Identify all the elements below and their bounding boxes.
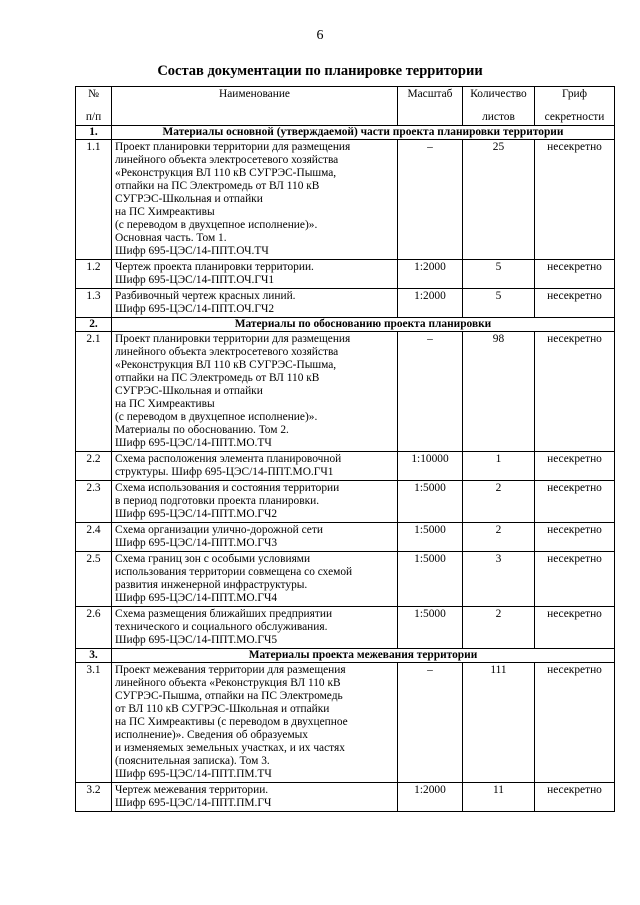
row-name-line: Чертеж межевания территории. — [115, 784, 269, 796]
row-name-line: отпайки на ПС Электромедь от ВЛ 110 кВ — [115, 180, 320, 192]
row-scale: 1:2000 — [398, 783, 463, 812]
section-number: 1. — [76, 126, 112, 140]
row-name — [112, 481, 398, 523]
row-name-line: Схема расположения элемента планировочной — [115, 453, 342, 465]
row-sheet-count: 98 — [463, 332, 535, 452]
row-name-line: СУГРЭС-Школьная и отпайки — [115, 193, 263, 205]
row-secrecy: несекретно — [535, 607, 615, 649]
row-sheet-count: 1 — [463, 452, 535, 481]
row-sheet-count: 2 — [463, 607, 535, 649]
row-secrecy: несекретно — [535, 481, 615, 523]
row-name — [112, 607, 398, 649]
row-name-line: технического и социального обслуживания. — [115, 621, 328, 633]
table-row — [76, 332, 615, 452]
row-scale: 1:5000 — [398, 523, 463, 552]
row-name-line: Шифр 695-ЦЭС/14-ППТ.МО.ГЧ4 — [115, 592, 278, 604]
document-title: Состав документации по планировке территории — [157, 63, 483, 79]
table-row — [76, 663, 615, 783]
row-name-line: Разбивочный чертеж красных линий. — [115, 290, 296, 302]
row-name-line: Основная часть. Том 1. — [115, 232, 227, 244]
row-sheet-count: 11 — [463, 783, 535, 812]
table-row — [76, 783, 615, 812]
row-name-line: СУГРЭС-Пышма, отпайки на ПС Электромедь — [115, 690, 343, 702]
row-name — [112, 452, 398, 481]
header-count-line1: Количество — [470, 88, 527, 100]
row-name-line: (с переводом в двухцепное исполнение)». — [115, 411, 318, 423]
table-row — [76, 140, 615, 260]
row-sheet-count: 2 — [463, 523, 535, 552]
row-name-line: Схема границ зон с особыми условиями — [115, 553, 311, 565]
row-name — [112, 289, 398, 318]
row-name-line: линейного объекта «Реконструкция ВЛ 110 кВ — [115, 677, 341, 689]
section-title: Материалы проекта межевания территории — [112, 649, 615, 663]
header-scale: Масштаб — [398, 87, 463, 126]
row-name-line: Шифр 695-ЦЭС/14-ППТ.МО.ГЧ3 — [115, 537, 278, 549]
row-name — [112, 663, 398, 783]
header-secret — [535, 87, 615, 126]
row-name-line: структуры. Шифр 695-ЦЭС/14-ППТ.МО.ГЧ1 — [115, 466, 334, 478]
row-scale: 1:2000 — [398, 289, 463, 318]
row-name-line: Проект планировки территории для размещения — [115, 141, 351, 153]
row-name-line: в период подготовки проекта планировки. — [115, 495, 320, 507]
header-secret-line1: Гриф — [561, 88, 588, 100]
row-secrecy: несекретно — [535, 663, 615, 783]
row-name-line: Чертеж проекта планировки территории. — [115, 261, 314, 273]
row-name-line: линейного объекта электросетевого хозяйства — [115, 154, 339, 166]
section-number: 2. — [76, 318, 112, 332]
row-name-line: Шифр 695-ЦЭС/14-ППТ.ПМ.ТЧ — [115, 768, 272, 780]
table-row — [76, 607, 615, 649]
row-secrecy: несекретно — [535, 552, 615, 607]
table-row — [76, 552, 615, 607]
row-name-line: «Реконструкция ВЛ 110 кВ СУГРЭС-Пышма, — [115, 167, 337, 179]
row-name — [112, 552, 398, 607]
row-name-line: использования территории совмещена со схемой — [115, 566, 353, 578]
row-name-line: на ПС Химреактивы (с переводом в двухцепное — [115, 716, 348, 728]
row-name-line: «Реконструкция ВЛ 110 кВ СУГРЭС-Пышма, — [115, 359, 337, 371]
row-name-line: Шифр 695-ЦЭС/14-ППТ.МО.ГЧ5 — [115, 634, 278, 646]
row-number: 2.1 — [76, 332, 112, 452]
row-sheet-count: 111 — [463, 663, 535, 783]
row-name-line: Шифр 695-ЦЭС/14-ППТ.ОЧ.ГЧ2 — [115, 303, 275, 315]
section-title: Материалы по обоснованию проекта планировки — [112, 318, 615, 332]
table-row — [76, 481, 615, 523]
header-count — [463, 87, 535, 126]
section-row — [76, 318, 615, 332]
row-sheet-count: 2 — [463, 481, 535, 523]
table-row — [76, 260, 615, 289]
row-name-line: Шифр 695-ЦЭС/14-ППТ.ОЧ.ГЧ1 — [115, 274, 275, 286]
row-number: 2.2 — [76, 452, 112, 481]
row-scale: – — [398, 663, 463, 783]
row-sheet-count: 3 — [463, 552, 535, 607]
row-number: 2.4 — [76, 523, 112, 552]
row-name-line: Схема размещения ближайших предприятии — [115, 608, 333, 620]
page-number: 6 — [316, 28, 324, 43]
row-name-line: Шифр 695-ЦЭС/14-ППТ.МО.ГЧ2 — [115, 508, 278, 520]
row-scale: 1:5000 — [398, 607, 463, 649]
row-name — [112, 140, 398, 260]
row-name-line: Шифр 695-ЦЭС/14-ППТ.МО.ТЧ — [115, 437, 272, 449]
table-row — [76, 523, 615, 552]
row-name-line: отпайки на ПС Электромедь от ВЛ 110 кВ — [115, 372, 320, 384]
table-header-row — [76, 87, 615, 126]
row-name-line: Схема организации улично-дорожной сети — [115, 524, 323, 536]
row-name-line: на ПС Химреактивы — [115, 206, 215, 218]
row-name-line: исполнение)». Сведения об образуемых — [115, 729, 309, 741]
row-scale: – — [398, 332, 463, 452]
row-name — [112, 260, 398, 289]
row-name-line: Материалы по обоснованию. Том 2. — [115, 424, 289, 436]
row-name-line: линейного объекта электросетевого хозяйства — [115, 346, 339, 358]
table-row — [76, 289, 615, 318]
row-number: 2.5 — [76, 552, 112, 607]
row-scale: 1:10000 — [398, 452, 463, 481]
row-number: 3.2 — [76, 783, 112, 812]
row-sheet-count: 5 — [463, 260, 535, 289]
row-secrecy: несекретно — [535, 332, 615, 452]
row-secrecy: несекретно — [535, 523, 615, 552]
row-name-line: и изменяемых земельных участках, и их частях — [115, 742, 345, 754]
header-secret-line2: секретности — [544, 111, 605, 123]
row-scale: 1:5000 — [398, 552, 463, 607]
row-name — [112, 523, 398, 552]
documentation-table — [75, 86, 615, 812]
row-scale: 1:2000 — [398, 260, 463, 289]
header-num — [76, 87, 112, 126]
header-count-line2: листов — [482, 111, 515, 123]
row-sheet-count: 25 — [463, 140, 535, 260]
row-name-line: Шифр 695-ЦЭС/14-ППТ.ОЧ.ТЧ — [115, 245, 269, 257]
row-number: 1.1 — [76, 140, 112, 260]
row-name-line: от ВЛ 110 кВ СУГРЭС-Школьная и отпайки — [115, 703, 330, 715]
section-row — [76, 649, 615, 663]
row-name-line: Проект межевания территории для размещения — [115, 664, 346, 676]
section-title: Материалы основной (утверждаемой) части проекта планировки территории — [112, 126, 615, 140]
row-name-line: Проект планировки территории для размещения — [115, 333, 351, 345]
row-secrecy: несекретно — [535, 783, 615, 812]
row-name — [112, 332, 398, 452]
row-scale: 1:5000 — [398, 481, 463, 523]
row-number: 2.6 — [76, 607, 112, 649]
row-scale: – — [398, 140, 463, 260]
row-name — [112, 783, 398, 812]
row-name-line: СУГРЭС-Школьная и отпайки — [115, 385, 263, 397]
row-sheet-count: 5 — [463, 289, 535, 318]
row-secrecy: несекретно — [535, 140, 615, 260]
row-name-line: на ПС Химреактивы — [115, 398, 215, 410]
row-secrecy: несекретно — [535, 452, 615, 481]
section-row — [76, 126, 615, 140]
row-name-line: Схема использования и состояния территории — [115, 482, 340, 494]
row-name-line: (пояснительная записка). Том 3. — [115, 755, 270, 767]
row-name-line: (с переводом в двухцепное исполнение)». — [115, 219, 318, 231]
row-number: 1.2 — [76, 260, 112, 289]
section-number: 3. — [76, 649, 112, 663]
row-number: 2.3 — [76, 481, 112, 523]
header-num-line2: п/п — [85, 111, 102, 123]
row-name-line: Шифр 695-ЦЭС/14-ППТ.ПМ.ГЧ — [115, 797, 272, 809]
row-number: 1.3 — [76, 289, 112, 318]
table-row — [76, 452, 615, 481]
header-name: Наименование — [112, 87, 398, 126]
row-secrecy: несекретно — [535, 260, 615, 289]
row-secrecy: несекретно — [535, 289, 615, 318]
header-num-line1: № — [88, 88, 99, 100]
row-number: 3.1 — [76, 663, 112, 783]
row-name-line: развития инженерной инфраструктуры. — [115, 579, 308, 591]
